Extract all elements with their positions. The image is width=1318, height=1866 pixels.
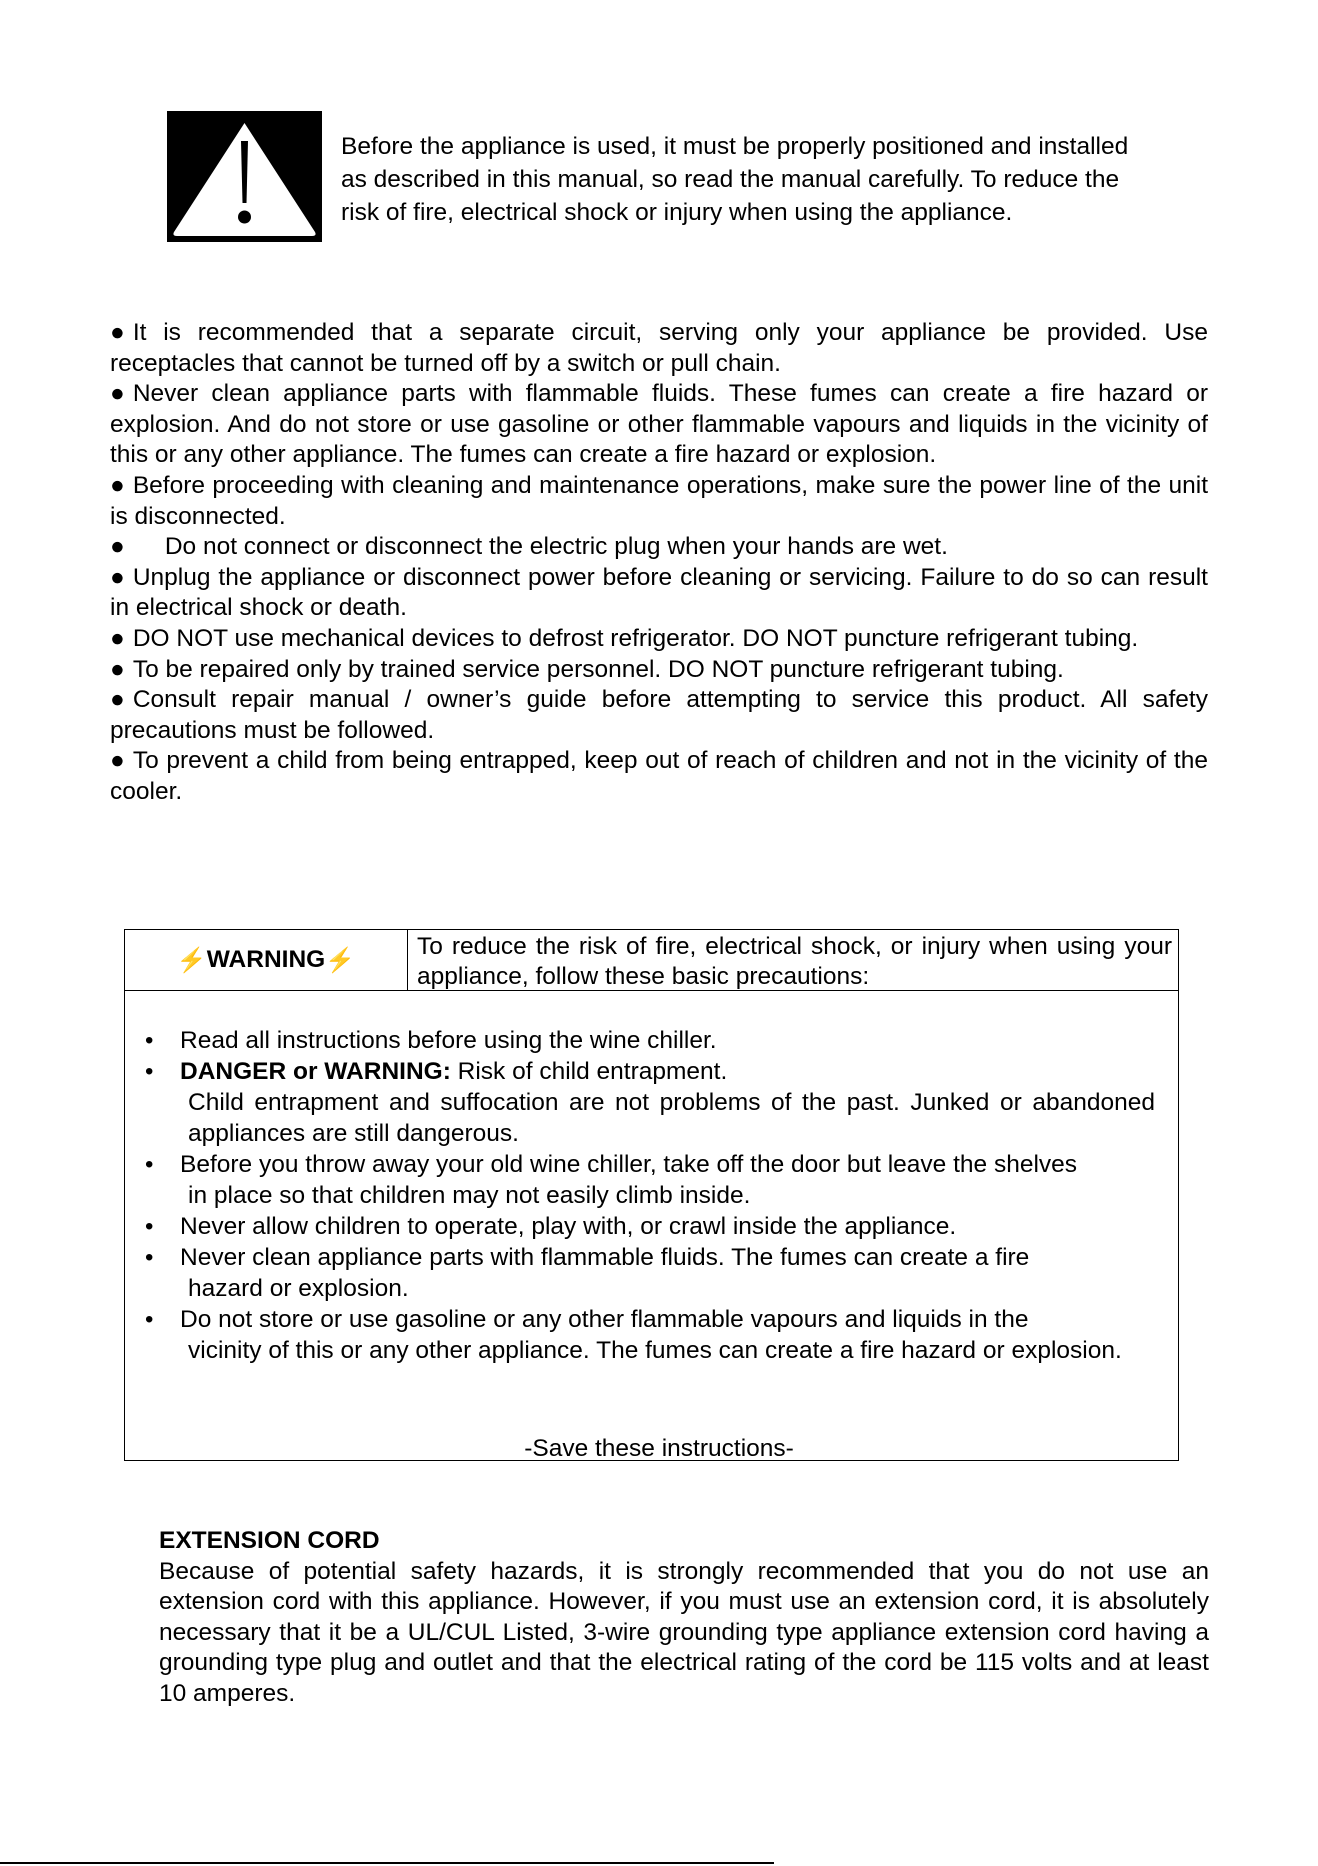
safety-item: ● To prevent a child from being entrapped, keep out of reach of children and not in the vicinity of the cooler. [110,747,1208,805]
bullet-icon: ● [110,747,125,775]
extension-cord-text: Because of potential safety hazards, it is strongly recommended that you do not use an extension cord with this appliance. However, if you must use an extension cord, it is absolutely necessary that it be a UL/CUL Listed, 3-wire grounding type appliance extension cord having a grounding type plug and outlet and that the electrical rating of the cord be 115 volts and at least 10 amperes. [159,1557,1209,1707]
bullet-icon: ● [110,380,125,408]
warning-item: • Before you throw away your old wine chiller, take off the door but leave the shelves in place so that children may not easily climb inside. [145,1151,1078,1209]
warning-list [145,1025,1155,1366]
intro-line: as described in this manual, so read the manual carefully. To reduce the [341,166,1120,193]
lightning-icon: ⚡ [176,946,207,974]
safety-item: ● Unplug the appliance or disconnect power before cleaning or servicing. Failure to do so can result in electrical shock or death. [110,563,1208,622]
safety-item: ● Never clean appliance parts with flammable fluids. These fumes can create a fire hazard or explosion. And do not store or use gasoline or other flammable vapours and liquids in the vicinity of this or any other appliance. The fumes can create a fire hazard or explosion. [110,380,1208,469]
bullet-icon: ● [110,655,125,683]
safety-item: ● Consult repair manual / owner’s guide before attempting to service this product. All safety precautions must be followed. [110,686,1208,744]
bullet-icon: • [145,1058,154,1085]
warning-item: • Read all instructions before using the wine chiller. [145,1027,717,1054]
warning-label-cell [125,930,408,990]
bullet-icon: ● [110,471,125,499]
page-divider [0,1862,774,1864]
bullet-icon: • [145,1306,154,1333]
safety-list [110,318,1208,808]
extension-cord-title: EXTENSION CORD [159,1527,380,1554]
warning-precaution: To reduce the risk of fire, electrical shock, or injury when using your appliance, follow these basic precautions: [417,933,1172,990]
bullet-icon: ● [110,533,125,561]
warning-label: WARNING [206,946,326,973]
bullet-icon: ● [110,563,125,591]
warning-item: • DANGER or WARNING: Risk of child entrapment. Child entrapment and suffocation are not problems of the past. Junked or abandoned appliances are still dangerous. [145,1058,1155,1147]
warning-item: • Do not store or use gasoline or any other flammable vapours and liquids in the vicinity of this or any other appliance. The fumes can create a fire hazard or explosion. [145,1306,1122,1364]
bullet-icon: • [145,1027,154,1054]
lightning-icon: ⚡ [325,946,356,974]
warning-header [125,930,1178,991]
bullet-icon: • [145,1151,154,1178]
intro-text [341,130,1211,229]
bullet-icon: • [145,1213,154,1240]
bullet-icon: ● [110,319,125,346]
bullet-icon: ● [110,624,125,652]
safety-item: ● Before proceeding with cleaning and maintenance operations, make sure the power line of the unit is disconnected. [110,471,1208,530]
safety-item: ● Do not connect or disconnect the electric plug when your hands are wet. [110,532,1208,563]
intro-line: Before the appliance is used, it must be properly positioned and installed [341,133,1129,160]
bullet-icon: ● [110,686,125,714]
safety-item: ● DO NOT use mechanical devices to defrost refrigerator. DO NOT puncture refrigerant tubing. [110,624,1208,655]
save-instructions: -Save these instructions- [524,1435,794,1462]
warning-item: • Never allow children to operate, play with, or crawl inside the appliance. [145,1213,957,1240]
warning-box [124,929,1179,1461]
warning-triangle-icon [167,111,322,242]
safety-item: ● It is recommended that a separate circuit, serving only your appliance be provided. Use receptacles that cannot be turned off by a switch or pull chain. [110,319,1208,377]
extension-cord-section [159,1526,1209,1709]
safety-item: ● To be repaired only by trained service personnel. DO NOT puncture refrigerant tubing. [110,655,1208,686]
intro-line: risk of fire, electrical shock or injury when using the appliance. [341,199,1013,226]
warning-item: • Never clean appliance parts with flammable fluids. The fumes can create a fire hazard or explosion. [145,1244,1030,1302]
bullet-icon: • [145,1244,154,1271]
